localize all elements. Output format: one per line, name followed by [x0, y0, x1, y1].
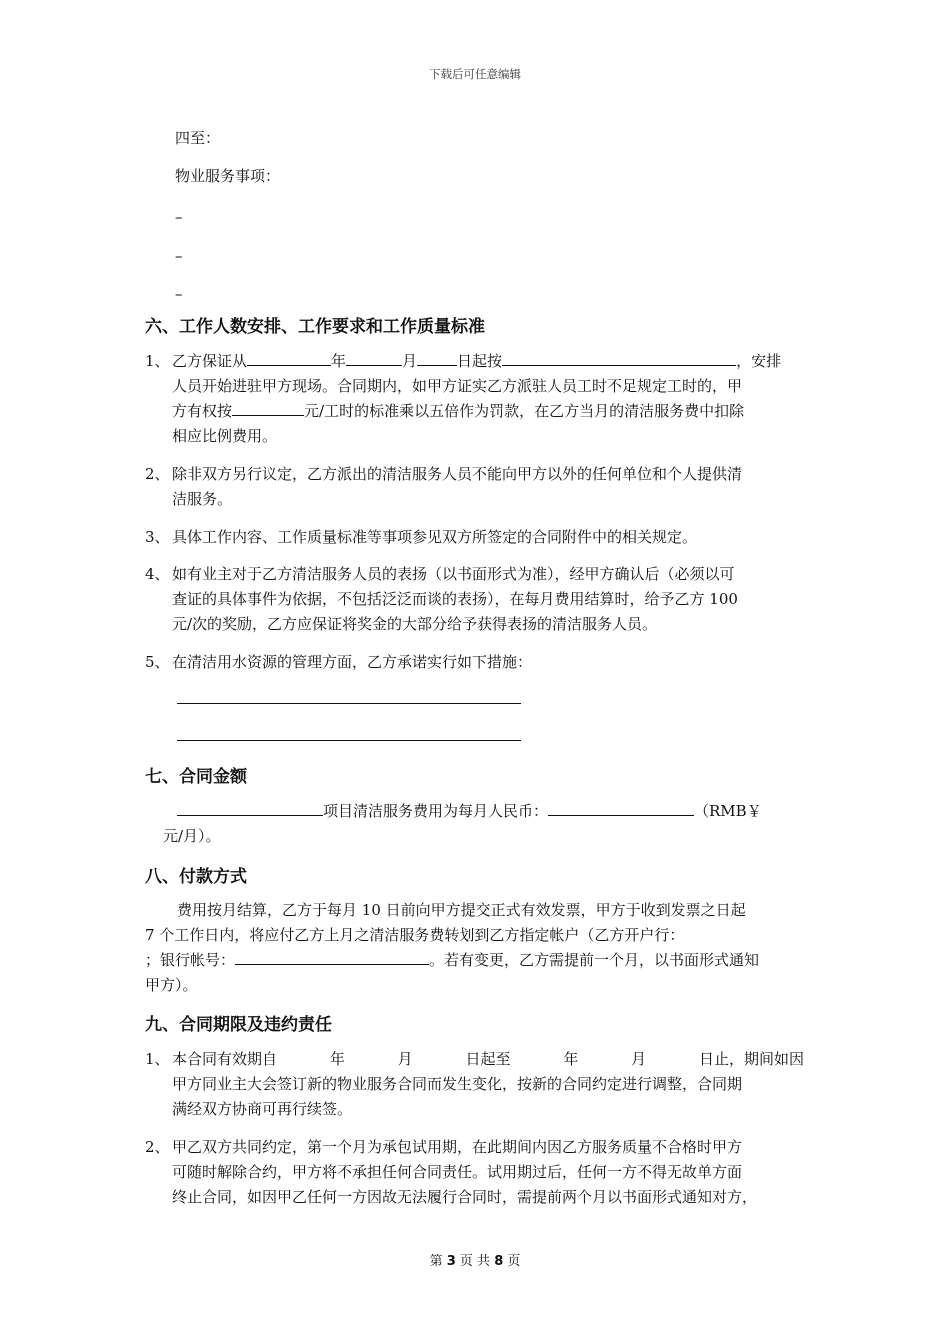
s6-item3-num: 3、: [145, 528, 170, 546]
s9-item1-num: 1、: [145, 1050, 170, 1068]
s9-item1-line3: 满经双方协商可再行续签。: [172, 1100, 353, 1118]
dash-3: –: [175, 285, 183, 303]
section-9-title: 九、合同期限及违约责任: [145, 1015, 332, 1035]
dash-2: –: [175, 247, 183, 265]
s8-line2: 7 个工作日内，将应付乙方上月之清洁服务费转划到乙方指定帐户（乙方开户行：: [145, 926, 685, 944]
s6-item2-line2: 洁服务。: [172, 490, 233, 508]
page-header: 下载后可任意编辑: [429, 67, 521, 81]
s9-item2-line2: 可随时解除合约，甲方将不承担任何合同责任。试用期过后，任何一方不得无故单方面: [172, 1163, 743, 1181]
s8-line3: ；银行帐号： 。若有变更，乙方需提前一个月，以书面形式通知: [145, 948, 759, 973]
measure-blank-1: [177, 703, 521, 704]
s6-item1-line4: 相应比例费用。: [172, 427, 278, 445]
s7-line2: 元/月）。: [163, 827, 221, 845]
wuye-label: 物业服务事项：: [175, 167, 281, 185]
blank-standard: [502, 349, 736, 366]
s6-item1-line3: 方有权按 元/工时的标准乘以五倍作为罚款，在乙方当月的清洁服务费中扣除: [172, 399, 744, 424]
s9-item1-line1: 本合同有效期自 年 月 日起至 年 月 日止，期间如因: [172, 1050, 804, 1068]
s6-item5-num: 5、: [145, 653, 170, 671]
blank-account: [235, 948, 429, 965]
blank-amount: [548, 799, 694, 816]
s9-item2-line1: 甲乙双方共同约定，第一个月为承包试用期，在此期间内因乙方服务质量不合格时甲方: [172, 1138, 743, 1156]
s6-item2-line1: 除非双方另行议定，乙方派出的清洁服务人员不能向甲方以外的任何单位和个人提供清: [172, 465, 743, 483]
blank-month: [346, 349, 402, 366]
s6-item3-line1: 具体工作内容、工作质量标准等事项参见双方所签定的合同附件中的相关规定。: [172, 528, 698, 546]
s6-item4-line1: 如有业主对于乙方清洁服务人员的表扬（以书面形式为准），经甲方确认后（必须以可: [172, 565, 735, 583]
s9-item1-line2: 甲方同业主大会签订新的物业服务合同而发生变化，按新的合同约定进行调整，合同期: [172, 1075, 743, 1093]
s6-item4-line3: 元/次的奖励，乙方应保证将奖金的大部分给予获得表扬的清洁服务人员。: [172, 615, 658, 633]
s8-line4: 甲方）。: [145, 976, 198, 994]
section-8-title: 八、付款方式: [145, 867, 247, 887]
s6-item1-line2: 人员开始进驻甲方现场。合同期内，如甲方证实乙方派驻人员工时不足规定工时的，甲: [172, 377, 743, 395]
current-page: 3: [446, 1254, 456, 1269]
s6-item2-num: 2、: [145, 465, 170, 483]
blank-day: [417, 349, 457, 366]
blank-project: [177, 799, 323, 816]
s7-line1: 项目清洁服务费用为每月人民币： （RMB￥: [177, 799, 762, 824]
s8-line1: 费用按月结算，乙方于每月 10 日前向甲方提交正式有效发票，甲方于收到发票之日起: [177, 901, 746, 919]
s9-item2-line3: 终止合同，如因甲乙任何一方因故无法履行合同时，需提前两个月以书面形式通知对方，: [172, 1188, 758, 1206]
s6-item5-line1: 在清洁用水资源的管理方面，乙方承诺实行如下措施：: [172, 653, 533, 671]
sizhi-label: 四至：: [175, 129, 221, 147]
section-6-title: 六、工作人数安排、工作要求和工作质量标准: [145, 317, 485, 337]
s6-item1-num: 1、: [145, 352, 170, 370]
s6-item1-line1: 乙方保证从 年 月 日起按 ，安排: [172, 349, 781, 374]
blank-rate: [232, 399, 304, 416]
measure-blank-2: [177, 740, 521, 741]
s6-item4-num: 4、: [145, 565, 170, 583]
dash-1: –: [175, 208, 183, 226]
blank-year: [247, 349, 331, 366]
section-7-title: 七、合同金额: [145, 767, 247, 787]
total-pages: 8: [494, 1254, 504, 1269]
s6-item4-line2: 查证的具体事件为依据，不包括泛泛而谈的表扬），在每月费用结算时，给予乙方 100: [172, 590, 738, 608]
s9-item2-num: 2、: [145, 1138, 170, 1156]
page-footer: 第 3 页 共 8 页: [429, 1254, 521, 1269]
